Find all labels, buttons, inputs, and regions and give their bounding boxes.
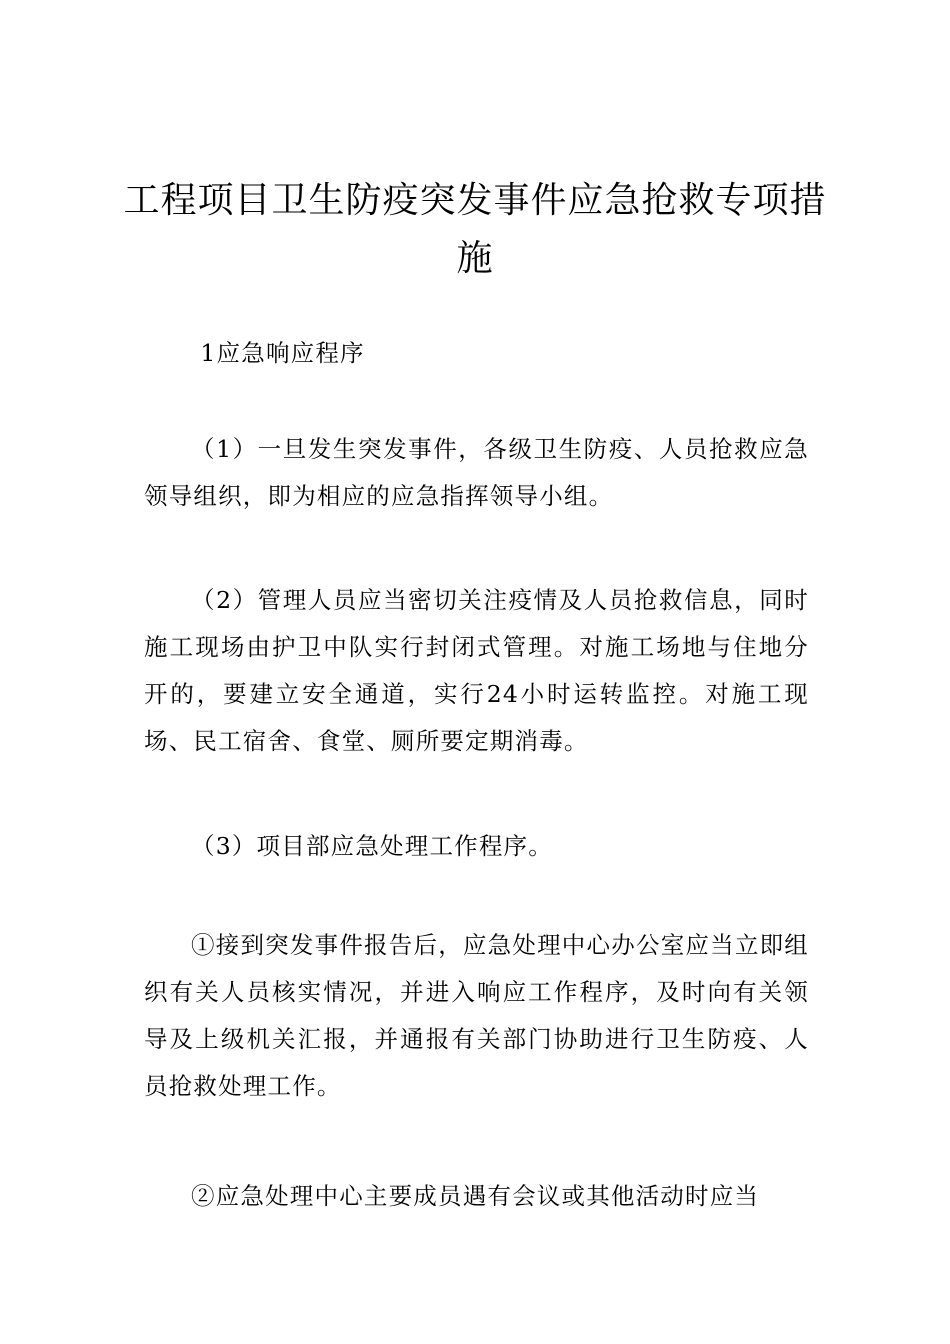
paragraph-5: ②应急处理中心主要成员遇有会议或其他活动时应当 <box>191 1182 760 1210</box>
paragraph-1: （1）一旦发生突发事件，各级卫生防疫、人员抢救应急领导组织，即为相应的应急指挥领导小组。 <box>144 435 809 510</box>
document-title: 工程项目卫生防疫突发事件应急抢救专项措施 <box>123 180 827 279</box>
paragraph-4: ①接到突发事件报告后，应急处理中心办公室应当立即组织有关人员核实情况，并进入响应工作程序，及时向有关领导及上级机关汇报，并通报有关部门协助进行卫生防疫、人员抢救处理工作。 <box>144 931 809 1100</box>
paragraph-3: （3）项目部应急处理工作程序。 <box>191 832 553 860</box>
section-heading: 1应急响应程序 <box>200 339 365 367</box>
paragraph-2: （2）管理人员应当密切关注疫情及人员抢救信息，同时施工现场由护卫中队实行封闭式管理。对施工场地与住地分开的，要建立安全通道，实行24小时运转监控。对施工现场、民工宿舍、食堂、厕所要定期消毒。 <box>144 586 809 755</box>
